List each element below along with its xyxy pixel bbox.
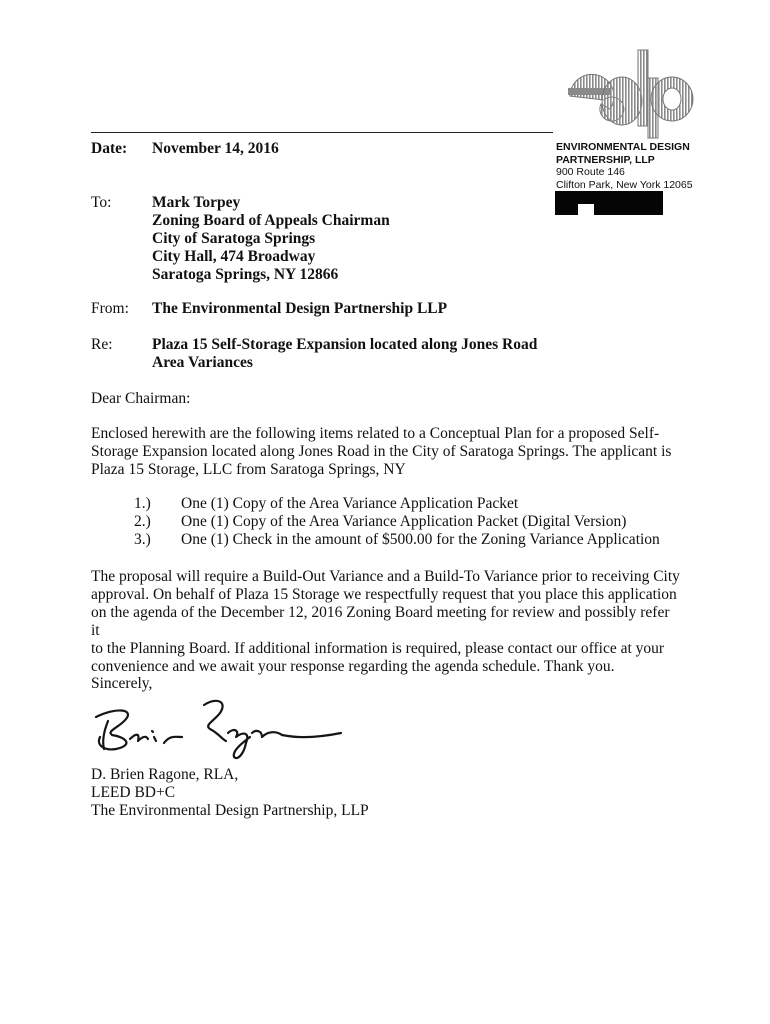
intro-text: Enclosed herewith are the following items related to a Conceptual Plan for a proposed Self- Storage Expansion located along Jones Road in the City of Saratoga Springs. The applicant is Plaza 15 Storage, LLC from Saratoga Springs, NY <box>91 425 672 478</box>
to-label: To: <box>91 194 112 211</box>
enclosure-text: One (1) Copy of the Area Variance Application Packet <box>181 495 519 512</box>
re-line: Area Variances <box>152 354 253 371</box>
signature-block <box>91 766 369 820</box>
signer-firm: The Environmental Design Partnership, LLP <box>91 802 369 819</box>
to-address-block <box>152 194 390 284</box>
from-label: From: <box>91 300 129 317</box>
re-line: Plaza 15 Self-Storage Expansion located along Jones Road <box>152 336 538 353</box>
signer-credential: LEED BD+C <box>91 784 176 801</box>
from-value: The Environmental Design Partnership LLP <box>152 300 448 317</box>
redaction-bar <box>555 191 663 215</box>
to-line: City of Saratoga Springs <box>152 230 316 247</box>
to-line: Zoning Board of Appeals Chairman <box>152 212 390 229</box>
redaction-notch <box>578 204 594 215</box>
closing: Sincerely, <box>91 675 153 692</box>
firm-address-line-1: 900 Route 146 <box>556 166 625 178</box>
enclosure-number: 2.) <box>134 513 151 530</box>
date-label: Date: <box>91 140 128 157</box>
firm-address-line-2: Clifton Park, New York 12065 <box>556 178 693 191</box>
to-line: City Hall, 474 Broadway <box>152 248 316 265</box>
proposal-text: The proposal will require a Build-Out Variance and a Build-To Variance prior to receiving City approval. On behalf of Plaza 15 Storage we respectfully request that you place this application on the agenda of the December 12, 2016 Zoning Board meeting for review and possibly refer it to the Planning Board. If additional information is required, please contact our office at your convenience and we await your response regarding the agenda schedule. Thank you. <box>91 568 680 675</box>
date-value: November 14, 2016 <box>152 140 279 157</box>
handwritten-signature <box>86 687 346 765</box>
header-rule <box>91 132 553 133</box>
firm-name-line-2: PARTNERSHIP, LLP <box>556 153 655 166</box>
edp-logo <box>556 44 698 140</box>
enclosure-text: One (1) Check in the amount of $500.00 for the Zoning Variance Application <box>181 531 660 548</box>
enclosure-number: 3.) <box>134 531 151 548</box>
enclosure-number: 1.) <box>134 495 151 512</box>
re-label: Re: <box>91 336 113 353</box>
firm-name-line-1: ENVIRONMENTAL DESIGN <box>556 141 690 153</box>
salutation: Dear Chairman: <box>91 390 191 407</box>
signer-name: D. Brien Ragone, RLA, <box>91 766 239 783</box>
intro-paragraph <box>91 425 681 479</box>
firm-address-block <box>556 141 716 191</box>
proposal-paragraph <box>91 568 681 676</box>
to-line: Saratoga Springs, NY 12866 <box>152 266 339 283</box>
to-line: Mark Torpey <box>152 194 241 211</box>
re-subject <box>152 336 537 372</box>
enclosure-text: One (1) Copy of the Area Variance Application Packet (Digital Version) <box>181 513 627 530</box>
